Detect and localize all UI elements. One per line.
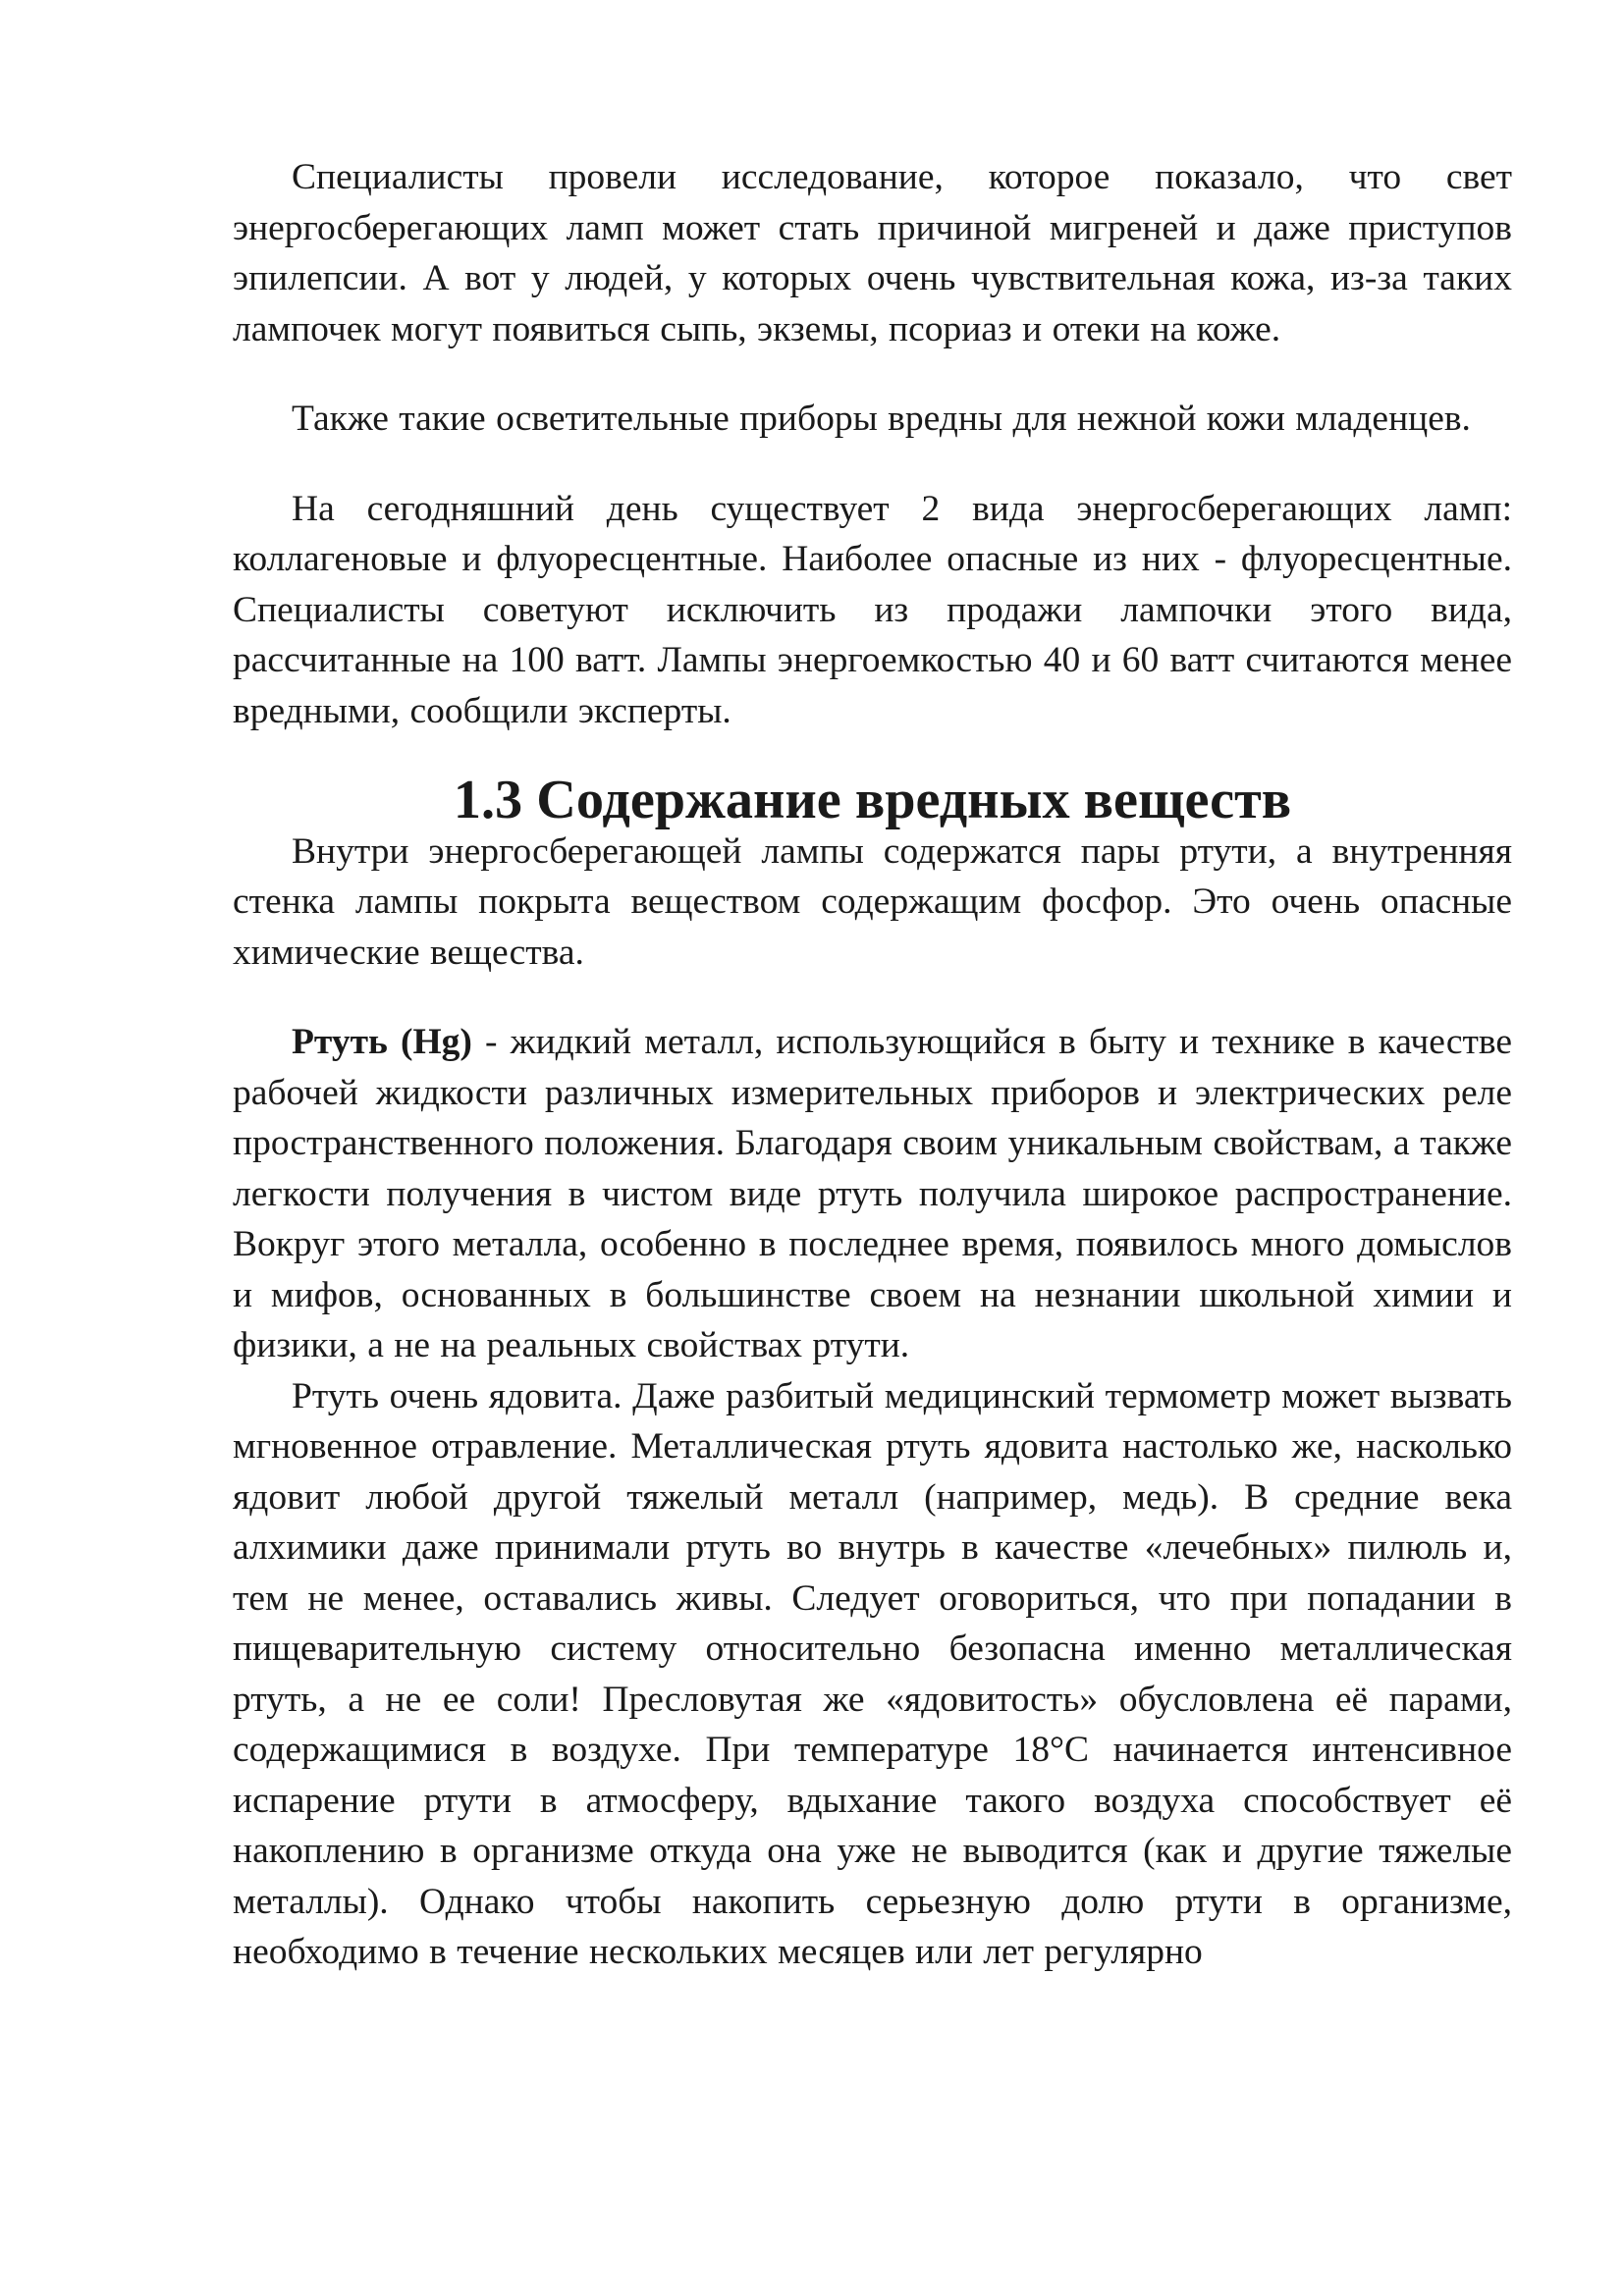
paragraph-migraine-skin: Специалисты провели исследование, которое показало, что свет энергосберегающих ламп может стать причиной мигреней и даже приступов эпилепсии. А вот у людей, у которых очень чувствительная кожа, из-за таких лампочек могут появиться сыпь, экземы, псориаз и отеки на коже. (233, 157, 1512, 349)
document-page (233, 152, 1512, 1978)
paragraph-mercury-toxicity: Ртуть очень ядовита. Даже разбитый медицинский термометр может вызвать мгновенное отравление. Металлическая ртуть ядовита настолько же, насколько ядовит любой другой тяжелый металл (например, медь). В средние века алхимики даже принимали ртуть во внутрь в качестве «лечебных» пилюль и, тем не менее, оставались живы. Следует оговориться, что при попадании в пищеварительную систему относительно безопасна именно металлическая ртуть, а не ее соли! Пресловутая же «ядовитость» обусловлена её парами, содержащимися в воздухе. При температуре 18°С начинается интенсивное испарение ртути в атмосферу, вдыхание такого воздуха способствует её накоплению в организме откуда она уже не выводится (как и другие тяжелые металлы). Однако чтобы накопить серьезную долю ртути в организме, необходимо в течение нескольких месяцев или лет регулярно (233, 1375, 1512, 1972)
paragraph-infant-skin: Также такие осветительные приборы вредны для нежной кожи младенцев. (292, 399, 1471, 439)
paragraph-mercury-definition (233, 1017, 1512, 1371)
paragraph-lamp-types: На сегодняшний день существует 2 вида энергосберегающих ламп: коллагеновые и флуоресцентные. Наиболее опасные из них - флуоресцентные. Специалисты советуют исключить из продажи лампочки этого вида, рассчитанные на 100 ватт. Лампы энергоемкостью 40 и 60 ватт считаются менее вредными, сообщили эксперты. (233, 488, 1512, 731)
paragraph-lamp-contents: Внутри энергосберегающей лампы содержатся пары ртути, а внутренняя стенка лампы покрыта веществом содержащим фосфор. Это очень опасные химические вещества. (233, 830, 1512, 973)
mercury-definition-text: - жидкий металл, использующийся в быту и технике в качестве рабочей жидкости различных измерительных приборов и электрических реле пространственного положения. Благодаря своим уникальным свойствам, а также легкости получения в чистом виде ртуть получила широкое распространение. Вокруг этого металла, особенно в последнее время, появилось много домыслов и мифов, основанных в большинстве своем на незнании школьной химии и физики, а не на реальных свойствах ртути. (233, 1022, 1512, 1365)
section-heading: 1.3 Содержание вредных веществ (453, 770, 1292, 830)
mercury-term: Ртуть (Hg) (292, 1022, 472, 1062)
